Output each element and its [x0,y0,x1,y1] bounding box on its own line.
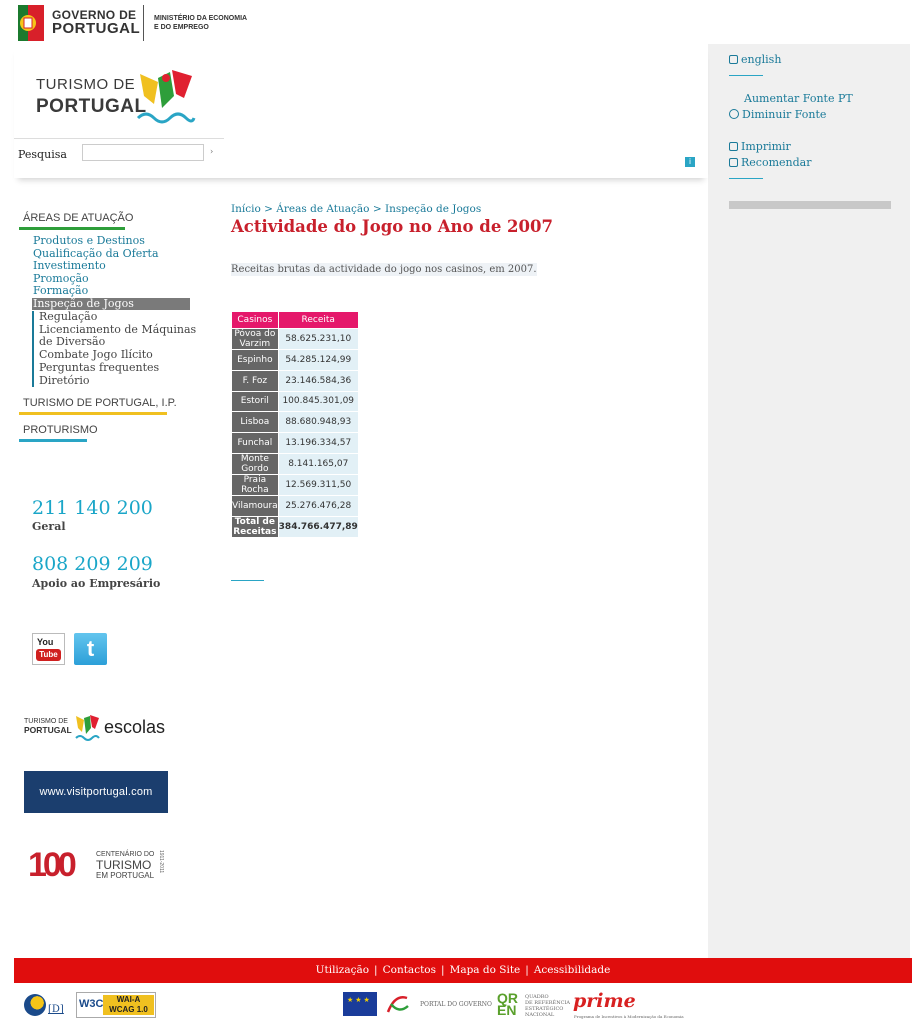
table-row [232,475,358,495]
casino-revenue: 8.141.165,07 [279,454,358,474]
divider [14,138,224,139]
phone-general[interactable]: 211 140 200 [32,497,153,519]
casino-revenue: 88.680.948,93 [279,412,358,432]
total-label: Total de Receitas [233,516,277,537]
footer-link-sitemap[interactable]: Mapa do Site [449,964,521,976]
nav-section-areas[interactable]: ÁREAS DE ATUAÇÃO [23,212,134,224]
nav-section-turismo[interactable]: TURISMO DE PORTUGAL, I.P. [23,397,177,409]
nav-item-investment[interactable]: Investimento [33,259,106,272]
w3c-wcag-badge[interactable]: W3C WAI-A WCAG 1.0 [76,992,156,1018]
phone-general-label: Geral [32,520,66,533]
yellow-underline [19,412,167,415]
nav-item-products[interactable]: Produtos e Destinos [33,234,145,247]
nav-section-proturismo[interactable]: PROTURISMO [23,424,98,436]
search-input[interactable] [82,144,204,161]
table-row [232,433,358,453]
nav-subitem-licensing[interactable]: Licenciamento de Máquinas [39,322,197,336]
nav-subitems [32,311,196,387]
site-header [14,44,708,178]
casino-name: Funchal [232,433,278,453]
nav-subitem-directory[interactable]: Diretório [39,373,90,387]
font-decrease-link[interactable]: Diminuir Fonte [729,108,826,121]
table-row [232,454,358,474]
qren-logo[interactable]: QR EN [497,990,518,1018]
table-row [232,329,358,349]
casino-revenue: 54.285.124,99 [279,350,358,370]
print-link[interactable]: Imprimir [729,140,791,153]
footer-link-accessibility[interactable]: Acessibilidade [533,964,611,976]
casino-revenue: 25.276.476,28 [279,496,358,516]
phone-business[interactable]: 808 209 209 [32,553,153,575]
nav-subitem-faq[interactable]: Perguntas frequentes [39,360,160,374]
turismo-escolas-banner[interactable]: TURISMO DE PORTUGAL escolas [24,712,174,744]
centenario-banner[interactable]: 100 CENTENÁRIO DO TURISMO EM PORTUGAL 1911-2011 [28,846,164,884]
casino-name: Praia Rocha [232,475,278,495]
info-icon[interactable]: i [685,157,695,167]
eu-flag-icon[interactable] [343,992,377,1016]
nav-item-gaming-inspection[interactable]: Inspeção de Jogos [32,298,190,310]
right-panel-bar [729,201,891,209]
government-name[interactable]: GOVERNO DE PORTUGAL [52,8,141,37]
description-link[interactable]: [D] [48,1004,64,1015]
portal-governo-text: PORTAL DO GOVERNO [420,1001,492,1008]
search-submit-icon[interactable]: › [210,147,214,156]
prime-subtitle: Programa de Incentivos à Modernização da Economia [574,1014,684,1019]
table-header-row [232,312,358,328]
table-row [232,496,358,516]
casino-revenue: 13.196.334,57 [279,433,358,453]
green-underline [19,227,125,230]
total-revenue: 384.766.477,89 [279,517,358,537]
casino-name: Espinho [232,350,278,370]
minus-circle-icon [729,109,739,119]
nav-item-quality[interactable]: Qualificação da Oferta [33,246,159,260]
casino-name: Póvoa do Varzim [232,329,278,349]
turismo-logo[interactable]: TURISMO DE PORTUGAL [36,76,147,117]
casino-name: F. Foz [232,371,278,391]
portugal-emblem-icon [18,5,44,41]
turismo-logo-mark-icon [74,714,100,742]
casino-name: Monte Gordo [232,454,278,474]
divider [729,178,763,179]
casino-revenue: 58.625.231,10 [279,329,358,349]
recommend-link[interactable]: Recomendar [729,156,811,169]
nav-subitem-regulation[interactable]: Regulação [39,310,98,323]
nav-item-training[interactable]: Formação [33,284,89,297]
table-row [232,392,358,412]
language-link[interactable]: english [729,53,781,66]
accessibility-symbol-icon[interactable] [24,994,46,1016]
casino-name: Lisboa [232,412,278,432]
divider [729,75,763,76]
casino-revenue: 23.146.584,36 [279,371,358,391]
visitportugal-banner[interactable]: www.visitportugal.com [24,771,168,813]
nav-subitem-licensing-cont[interactable]: de Diversão [39,335,106,349]
search-label: Pesquisa [18,148,67,161]
prime-logo[interactable]: prime [573,990,636,1012]
nav-item-promotion[interactable]: Promoção [33,271,89,285]
twitter-icon[interactable]: t [74,633,107,665]
youtube-icon[interactable]: You Tube [32,633,65,665]
column-header-casinos: Casinos [232,312,278,328]
font-increase-link[interactable]: Aumentar Fonte PT [744,92,853,105]
table-row [232,350,358,370]
footer-link-usage[interactable]: Utilização [315,964,370,976]
breadcrumb[interactable]: Início > Áreas de Atuação > Inspeção de Jogos [231,203,482,215]
casino-name: Estoril [232,392,278,412]
casino-name: Vilamoura [232,496,278,516]
turismo-logo-mark-icon [134,68,196,128]
qren-text: QUADRO DE REFERÊNCIA ESTRATÉGICO NACIONAL [525,994,570,1018]
government-bar [0,0,924,44]
envelope-icon [729,158,738,167]
right-panel [708,44,910,958]
table-row [232,412,358,432]
column-header-revenue: Receita [279,312,358,328]
revenue-table [231,311,359,538]
divider [231,580,264,581]
casino-revenue: 100.845.301,09 [279,392,358,412]
footer-link-contacts[interactable]: Contactos [382,964,437,976]
ministry-name: MINISTÉRIO DA ECONOMIA E DO EMPREGO [154,15,248,31]
footer-bar: Utilização | Contactos | Mapa do Site | Acessibilidade [14,958,912,983]
intro-text: Receitas brutas da actividade do jogo nos casinos, em 2007. [231,264,537,275]
portal-governo-icon[interactable] [385,992,411,1016]
flag-icon [729,55,738,64]
gov-separator [143,5,144,41]
nav-subitem-illegal-gaming[interactable]: Combate Jogo Ilícito [39,348,153,362]
table-row [232,371,358,391]
page-title: Actividade do Jogo no Ano de 2007 [231,217,553,236]
table-total-row [232,517,358,537]
bottom-logos [0,984,924,1024]
phone-business-label: Apoio ao Empresário [32,577,161,590]
printer-icon [729,142,738,151]
blue-underline [19,439,87,442]
casino-revenue: 12.569.311,50 [279,475,358,495]
